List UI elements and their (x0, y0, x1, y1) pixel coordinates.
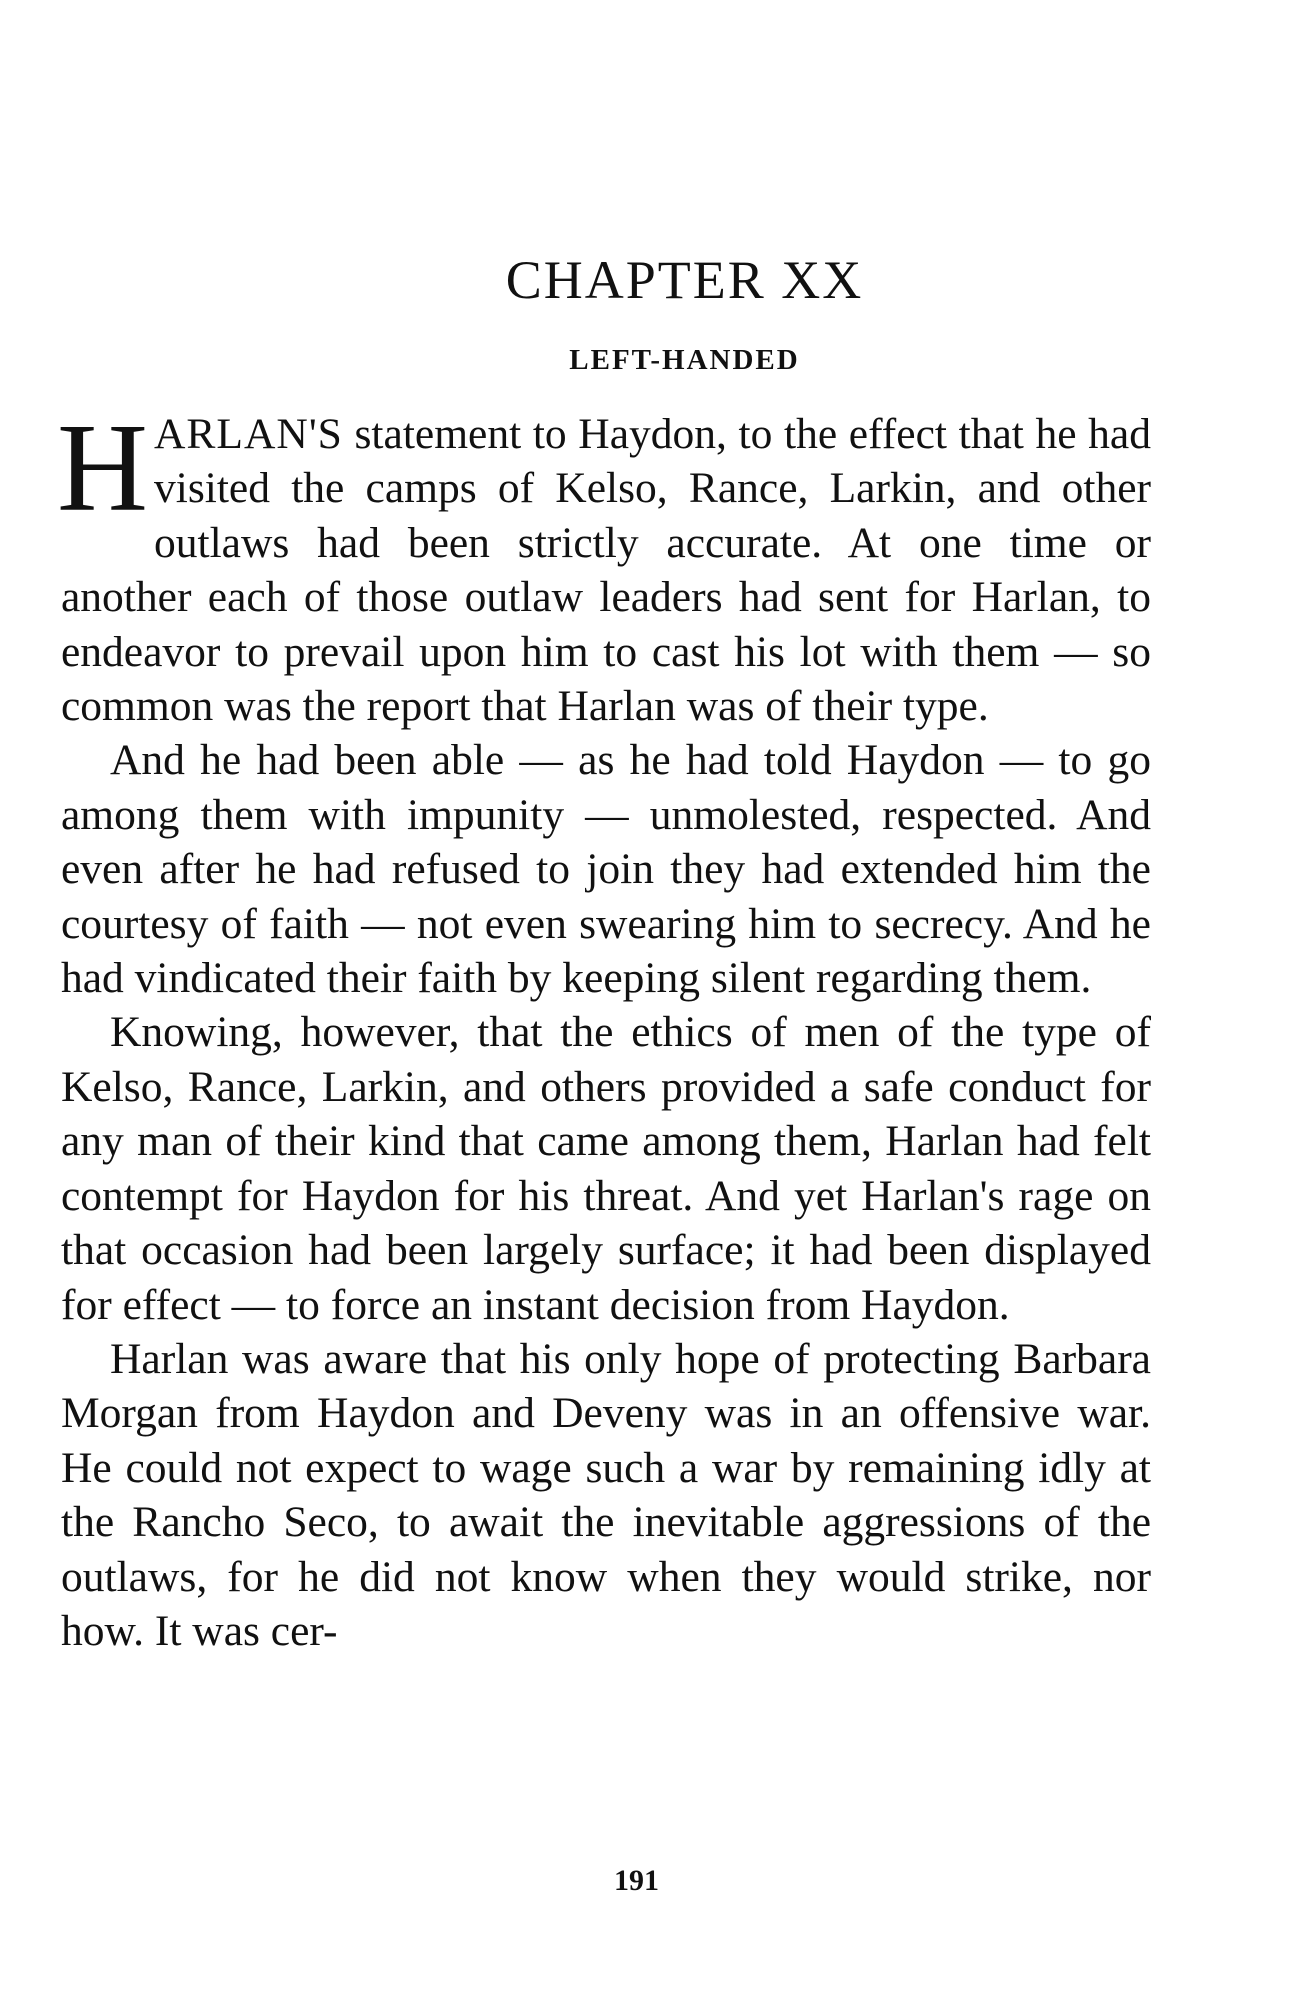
paragraph-3: Knowing, however, that the ethics of men of the type of Kelso, Rance, Larkin, and others provided a safe conduct for any man of their kind that came among them, Harlan had felt contempt for Haydon for his threat. And yet Harlan's rage on that occasion had been largely surface; it had been displayed for effect — to force an instant decision from Haydon. (61, 1008, 1151, 1329)
chapter-title: CHAPTER XX (505, 250, 864, 310)
lead-word: ARLAN'S (154, 410, 343, 458)
paragraph-1 (57, 399, 1151, 733)
chapter-subtitle: LEFT-HANDED (569, 344, 800, 376)
drop-cap: H (57, 399, 148, 538)
paragraph-text: statement to Haydon, to the effect that he had visited the camps of Kelso, Rance, Larkin, and other outlaws had been strictly accurate. At one time or another each of those outlaw leaders had sent for Harlan, to endeavor to prevail upon him to cast his lot with them — so common was the report that Harlan was of their type. (61, 410, 1151, 731)
paragraph-4: Harlan was aware that his only hope of protecting Barbara Morgan from Haydon and Deveny was in an offensive war. He could not expect to wage such a war by remaining idly at the Rancho Seco, to await the inevitable aggressions of the outlaws, for he did not know when they would strike, nor how. It was cer- (61, 1334, 1151, 1655)
body-text (57, 399, 1151, 1658)
page-number: 191 (614, 1864, 659, 1897)
paragraph-2: And he had been able — as he had told Haydon — to go among them with impunity — unmolested, respected. And even after he had refused to join they had extended him the courtesy of faith — not even swearing him to secrecy. And he had vindicated their faith by keeping silent regarding them. (61, 736, 1151, 1003)
